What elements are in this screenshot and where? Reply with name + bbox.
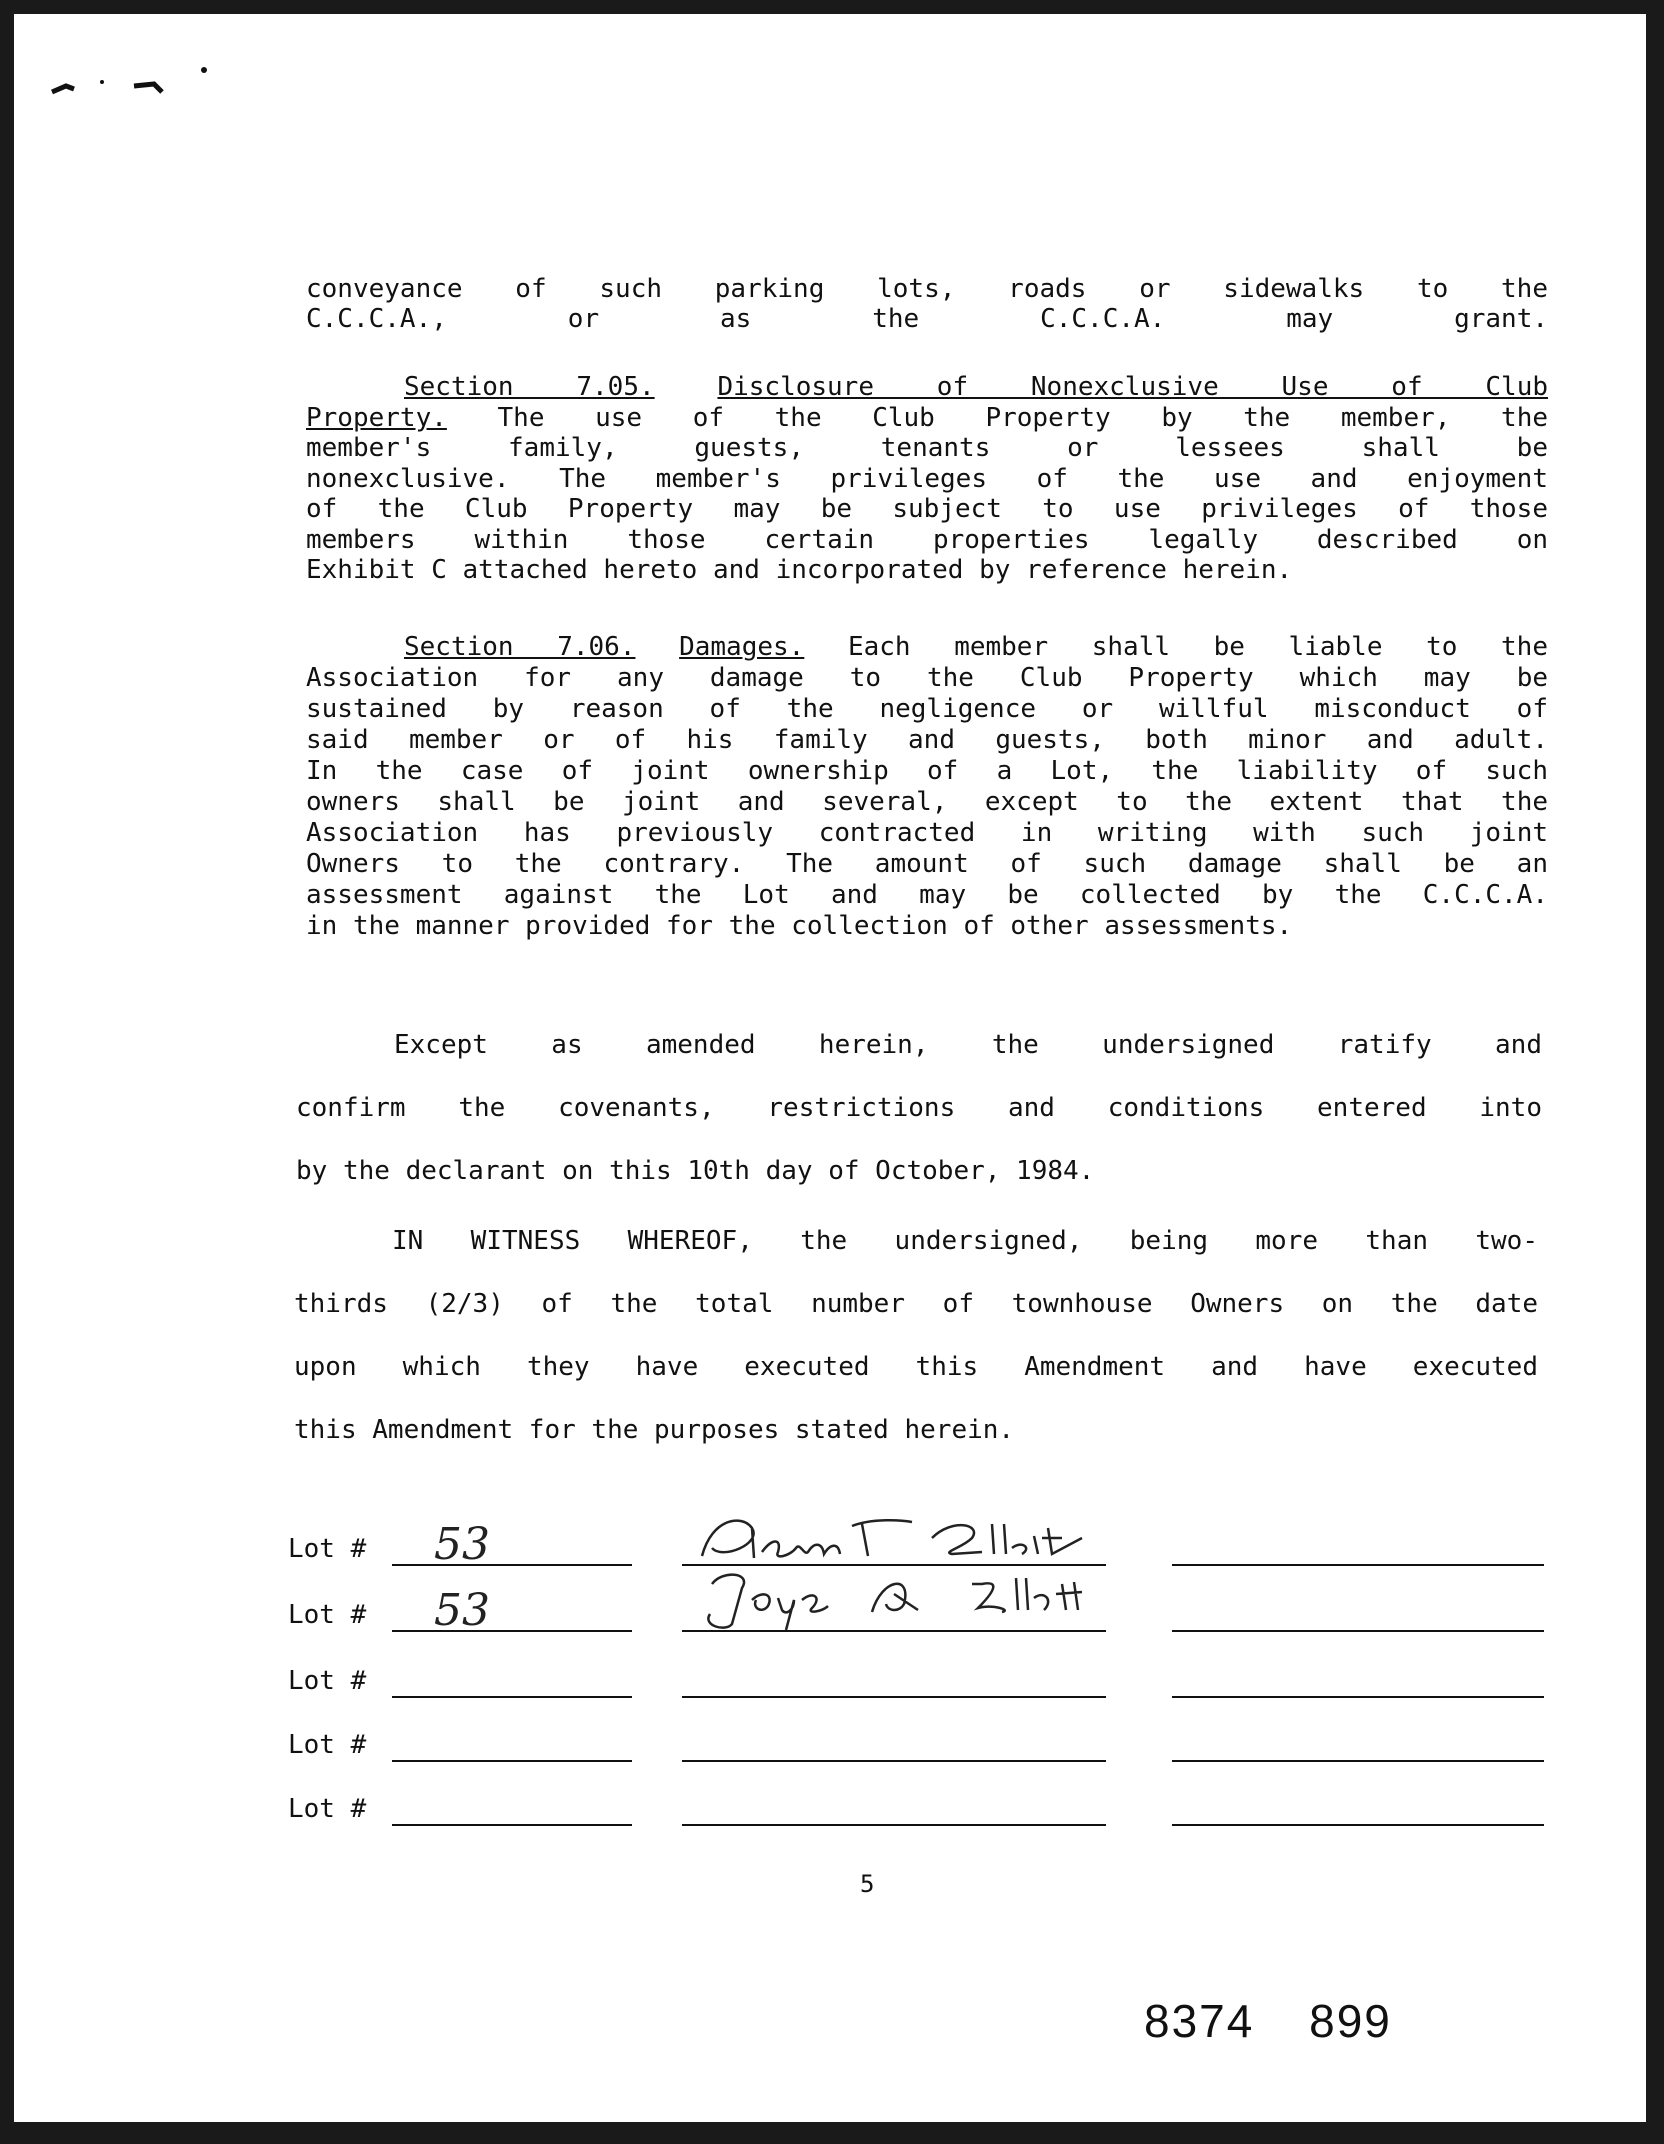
text-line: Association has previously contracted in writing with such joint (306, 818, 1548, 848)
signature-row (288, 1782, 1546, 1832)
text-line: confirm the covenants, restrictions and conditions entered into (296, 1093, 1542, 1123)
text-line: by the declarant on this 10th day of October, 1984. (296, 1156, 1095, 1186)
signature-field[interactable] (682, 1716, 1106, 1762)
text-line: C.C.C.A., or as the C.C.C.A. may grant. (306, 304, 1548, 334)
section-text: The use of the Club Property by the member, the (497, 402, 1548, 433)
lot-label: Lot # (288, 1600, 367, 1630)
signature-field[interactable] (682, 1586, 1106, 1632)
scan-specks (14, 14, 414, 134)
text-line (306, 403, 1548, 434)
section-number: Section 7.06. (404, 632, 636, 662)
lot-label: Lot # (288, 1534, 367, 1564)
text-line (294, 1210, 1538, 1273)
text-line: upon which they have executed this Amendment and have executed (294, 1352, 1538, 1382)
text-line: nonexclusive. The member's privileges of the use and enjoyment (306, 463, 1548, 494)
section-heading-line (306, 632, 1548, 663)
section-7-06 (306, 632, 1548, 942)
section-heading: Disclosure of Nonexclusive Use of Club (717, 372, 1549, 402)
text-line: member's family, guests, tenants or lessees shall be (306, 433, 1548, 463)
text-span: IN WITNESS WHEREOF, the undersigned, being more than two- (392, 1226, 1538, 1256)
section-number: Section 7.05. (404, 372, 655, 402)
witness-field[interactable] (1172, 1814, 1544, 1826)
signature-glenn (682, 1508, 1122, 1568)
section-7-05 (306, 372, 1548, 586)
recording-stamp-number: 8374 899 (1144, 1995, 1392, 2047)
text-line: of the Club Property may be subject to use privileges of those (306, 494, 1548, 524)
section-heading-line (306, 372, 1548, 403)
lot-label: Lot # (288, 1730, 367, 1760)
lot-number-field[interactable] (392, 1784, 632, 1826)
text-line: in the manner provided for the collection of other assessments. (306, 911, 1293, 941)
section-heading: Damages. (679, 632, 805, 662)
signature-row (288, 1654, 1546, 1704)
ratify-paragraph (296, 1014, 1542, 1203)
text-line: Exhibit C attached hereto and incorporated by reference herein. (306, 555, 1293, 585)
witness-field[interactable] (1172, 1686, 1544, 1698)
text-line: said member or of his family and guests, both minor and adult. (306, 725, 1548, 755)
witness-field[interactable] (1172, 1750, 1544, 1762)
text-line: conveyance of such parking lots, roads or sidewalks to the (306, 274, 1548, 304)
text-span: Except as amended herein, the undersigned ratify and (394, 1030, 1542, 1060)
text-line: this Amendment for the purposes stated herein. (294, 1415, 1015, 1445)
lot-number-field[interactable] (392, 1590, 632, 1632)
signature-row (288, 1585, 1546, 1638)
lot-number-field[interactable] (392, 1524, 632, 1566)
continuation-paragraph (306, 274, 1548, 334)
page-number: 5 (860, 1870, 875, 1898)
text-line: Association for any damage to the Club Property which may be (306, 663, 1548, 693)
signature-field[interactable] (682, 1780, 1106, 1826)
text-line: thirds (2/3) of the total number of townhouse Owners on the date (294, 1289, 1538, 1319)
text-line: members within those certain properties legally described on (306, 524, 1548, 555)
signature-field[interactable] (682, 1652, 1106, 1698)
witness-field[interactable] (1172, 1554, 1544, 1566)
section-text: Each member shall be liable to the (847, 632, 1548, 662)
witness-paragraph (294, 1210, 1538, 1462)
text-line (296, 1014, 1542, 1077)
lot-number-handwritten: 53 (434, 1585, 490, 1636)
lot-label: Lot # (288, 1666, 367, 1696)
lot-number-field[interactable] (392, 1720, 632, 1762)
lot-number-handwritten: 53 (434, 1519, 490, 1570)
text-line: In the case of joint ownership of a Lot, the liability of such (306, 756, 1548, 786)
lot-label: Lot # (288, 1794, 367, 1824)
lot-number-field[interactable] (392, 1656, 632, 1698)
signature-row (288, 1718, 1546, 1768)
signature-joyce (682, 1564, 1122, 1634)
text-line: owners shall be joint and several, except to the extent that the (306, 787, 1548, 817)
text-line: assessment against the Lot and may be collected by the C.C.C.A. (306, 880, 1548, 910)
text-line: Owners to the contrary. The amount of such damage shall be an (306, 849, 1548, 879)
section-heading-continued: Property. (306, 402, 447, 433)
text-line: sustained by reason of the negligence or willful misconduct of (306, 694, 1548, 724)
signature-field[interactable] (682, 1520, 1106, 1566)
witness-field[interactable] (1172, 1620, 1544, 1632)
document-page (14, 14, 1646, 2122)
